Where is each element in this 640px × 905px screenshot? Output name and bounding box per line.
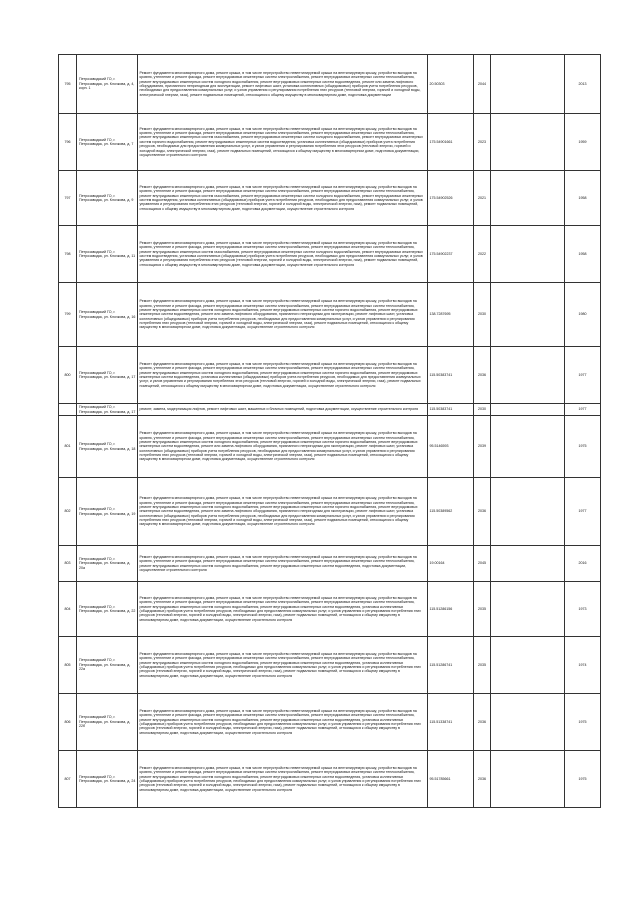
row-number: 797: [59, 171, 77, 226]
empty-cell: [491, 694, 565, 751]
empty-cell: [491, 226, 565, 283]
built-year-cell: 1973: [565, 582, 601, 637]
value-cell: 20.50303: [428, 55, 474, 114]
planned-year-cell: 2044: [474, 55, 491, 114]
works-cell: Ремонт фундамента многоквартирного дома, ремонт крыши, в том числе переустройство невентилируемой крыши на вентилируемую крышу, устройство выходов на кровлю, утепление и ремонт фасада, ремонт внутридомовых инженерных систем электроснабжения, ремонт внутридомовых инженерных систем теплоснабжения, ремонт внутридомовых инженерных систем холодного водоснабжения, ремонт внутридомовых инженерных систем водоотведения, подготовка документации, осуществление строительного контроля: [138, 546, 428, 582]
empty-cell: [491, 416, 565, 478]
planned-year-cell: 2039: [474, 416, 491, 478]
table-row: [59, 226, 601, 283]
planned-year-cell: 2035: [474, 637, 491, 694]
row-number: 804: [59, 582, 77, 637]
empty-cell: [491, 347, 565, 404]
value-cell: 115.50383741: [428, 404, 474, 416]
works-cell: Ремонт фундамента многоквартирного дома, ремонт крыши, в том числе переустройство невентилируемой крыши на вентилируемую крышу, устройство выходов на кровлю, утепление и ремонт фасада, ремонт внутридомовых инженерных систем электроснабжения, ремонт внутридомовых инженерных систем теплоснабжения, ремонт внутридомовых инженерных систем холодного водоснабжения, ремонт внутридомовых инженерных систем водоотведения, установка коллективных (общедомовых) приборов учета потребления ресурсов, необходимых для предоставления коммунальных услуг, и узлов управления и регулирования потребления этих ресурсов (тепловой энергии, горячей и холодной воды, электрической энергии, газа), ремонт подвальных помещений, относящихся к общему имуществу в многоквартирном доме, подготовка документации, осуществление строительного контроля: [138, 582, 428, 637]
row-number: 796: [59, 114, 77, 171]
built-year-cell: 2013: [565, 55, 601, 114]
row-number: 805: [59, 637, 77, 694]
empty-cell: [491, 546, 565, 582]
row-number: 807: [59, 751, 77, 808]
row-number: 806: [59, 694, 77, 751]
value-cell: 115.50383741: [428, 347, 474, 404]
address-cell: Петрозаводский ГО, г. Петрозаводск, ул. Клочкова, д. 20а: [77, 546, 138, 582]
table-row: [59, 694, 601, 751]
table-row: [59, 114, 601, 171]
built-year-cell: 1977: [565, 404, 601, 416]
planned-year-cell: 2036: [474, 347, 491, 404]
row-number: 801: [59, 416, 77, 478]
address-cell: Петрозаводский ГО, г. Петрозаводск, ул. Клочкова, д. 22: [77, 582, 138, 637]
works-cell: Ремонт фундамента многоквартирного дома, ремонт крыши, в том числе переустройство невентилируемой крыши на вентилируемую крышу, устройство выходов на кровлю, утепление и ремонт фасада, ремонт внутридомовых инженерных систем электроснабжения, ремонт внутридомовых инженерных систем теплоснабжения, ремонт внутридомовых инженерных систем холодного водоснабжения, ремонт внутридомовых инженерных систем водоотведения, ремонт или замена лифтового оборудования, признанного непригодным для эксплуатации, ремонт лифтовых шахт, установка коллективных (общедомовых) приборов учета потребления ресурсов, необходимых для предоставления коммунальных услуг, и узлов управления и регулирования потребления этих ресурсов (тепловой энергии, горячей и холодной воды, электрической энергии, газа), ремонт подвальных помещений, относящихся к общему имуществу в многоквартирном доме, подготовка документации: [138, 55, 428, 114]
address-cell: Петрозаводский ГО, г. Петрозаводск, ул. Клочкова, д. 24: [77, 751, 138, 808]
row-number: 795: [59, 55, 77, 114]
table-row: [59, 751, 601, 808]
row-number: 800: [59, 347, 77, 404]
address-cell: Петрозаводский ГО, г. Петрозаводск, ул. Клочкова, д. 11: [77, 226, 138, 283]
planned-year-cell: 2030: [474, 404, 491, 416]
table-row: [59, 283, 601, 347]
address-cell: Петрозаводский ГО, г. Петрозаводск, ул. Клочкова, д. 18: [77, 416, 138, 478]
address-cell: Петрозаводский ГО, г. Петрозаводск, ул. Клочкова, д. 4, корп. 1: [77, 55, 138, 114]
address-cell: Петрозаводский ГО, г. Петрозаводск, ул. Клочкова, д. 17: [77, 404, 138, 416]
built-year-cell: 2016: [565, 546, 601, 582]
planned-year-cell: 2036: [474, 478, 491, 546]
works-cell: Ремонт фундамента многоквартирного дома, ремонт крыши, в том числе переустройство невентилируемой крыши на вентилируемую крышу, устройство выходов на кровлю, утепление и ремонт фасада, ремонт внутридомовых инженерных систем электроснабжения, ремонт внутридомовых инженерных систем теплоснабжения, ремонт внутридомовых инженерных систем газоснабжения, ремонт внутридомовых инженерных систем холодного водоснабжения, ремонт внутридомовых инженерных систем водоотведения, установка коллективных (общедомовых) приборов учета потребления ресурсов, необходимых для предоставления коммунальных услуг, и узлов управления и регулирования потребления этих ресурсов (тепловой энергии, горячей и холодной воды, электрической энергии, газа), ремонт подвальных помещений, относящихся к общему имуществу в многоквартирном доме, подготовка документации, осуществление строительного контроля: [138, 171, 428, 226]
document-page: [58, 54, 600, 808]
value-cell: 95.5146593: [428, 416, 474, 478]
address-cell: Петрозаводский ГО, г. Петрозаводск, ул. Клочкова, д. 19: [77, 478, 138, 546]
built-year-cell: 1959: [565, 114, 601, 171]
built-year-cell: 1977: [565, 347, 601, 404]
planned-year-cell: 2036: [474, 751, 491, 808]
works-cell: Ремонт фундамента многоквартирного дома, ремонт крыши, в том числе переустройство невентилируемой крыши на вентилируемую крышу, устройство выходов на кровлю, утепление и ремонт фасада, ремонт внутридомовых инженерных систем электроснабжения, ремонт внутридомовых инженерных систем теплоснабжения, ремонт внутридомовых инженерных систем холодного водоснабжения, ремонт внутридомовых инженерных систем горячего водоснабжения, ремонт внутридомовых инженерных систем водоотведения, установка коллективных (общедомовых) приборов учета потребления ресурсов, необходимых для предоставления коммунальных услуг, и узлов управления и регулирования потребления этих ресурсов (тепловой энергии, горячей и холодной воды, электрической энергии, газа), ремонт подвальных помещений, относящихся к общему имуществу в многоквартирном доме, подготовка документации, осуществление строительного контроля: [138, 347, 428, 404]
planned-year-cell: 2021: [474, 171, 491, 226]
empty-cell: [491, 114, 565, 171]
table-row: [59, 347, 601, 404]
works-cell: Ремонт фундамента многоквартирного дома, ремонт крыши, в том числе переустройство невентилируемой крыши на вентилируемую крышу, устройство выходов на кровлю, утепление и ремонт фасада, ремонт внутридомовых инженерных систем электроснабжения, ремонт внутридомовых инженерных систем теплоснабжения, ремонт внутридомовых инженерных систем холодного водоснабжения, ремонт внутридомовых инженерных систем горячего водоснабжения, ремонт внутридомовых инженерных систем водоотведения, ремонт или замена лифтового оборудования, признанного непригодным для эксплуатации, ремонт лифтовых шахт, установка коллективных (общедомовых) приборов учета потребления ресурсов, необходимых для предоставления коммунальных услуг, и узлов управления и регулирования потребления этих ресурсов (тепловой энергии, горячей и холодной воды, электрической энергии, газа), ремонт подвальных помещений, относящихся к общему имуществу в многоквартирном доме, подготовка документации, осуществление строительного контроля: [138, 283, 428, 347]
table-row: [59, 416, 601, 478]
value-cell: 115.50389562: [428, 478, 474, 546]
planned-year-cell: 2035: [474, 582, 491, 637]
row-number: 798: [59, 226, 77, 283]
address-cell: Петрозаводский ГО, г. Петрозаводск, ул. Клочкова, д. 17: [77, 347, 138, 404]
value-cell: 175.54902526: [428, 171, 474, 226]
built-year-cell: 1975: [565, 751, 601, 808]
row-number: 799: [59, 283, 77, 347]
table-row: [59, 478, 601, 546]
value-cell: 115.51286156: [428, 582, 474, 637]
empty-cell: [491, 637, 565, 694]
row-number: [59, 404, 77, 416]
works-cell: ремонт, замена, модернизация лифтов, ремонт лифтовых шахт, машинных и блочных помещений, подготовка документации, осуществление строительного контроля: [138, 404, 428, 416]
table-row: [59, 546, 601, 582]
planned-year-cell: 2030: [474, 283, 491, 347]
works-cell: Ремонт фундамента многоквартирного дома, ремонт крыши, в том числе переустройство невентилируемой крыши на вентилируемую крышу, устройство выходов на кровлю, утепление и ремонт фасада, ремонт внутридомовых инженерных систем электроснабжения, ремонт внутридомовых инженерных систем теплоснабжения, ремонт внутридомовых инженерных систем газоснабжения, ремонт внутридомовых инженерных систем холодного водоснабжения, ремонт внутридомовых инженерных систем горячего водоснабжения, ремонт внутридомовых инженерных систем водоотведения, установка коллективных (общедомовых) приборов учета потребления ресурсов, необходимых для предоставления коммунальных услуг, и узлов управления и регулирования потребления этих ресурсов (тепловой энергии, горячей и холодной воды, электрической энергии, газа), ремонт подвальных помещений, относящихся к общему имуществу в многоквартирном доме, подготовка документации, осуществление строительного контроля: [138, 114, 428, 171]
planned-year-cell: 2022: [474, 226, 491, 283]
address-cell: Петрозаводский ГО, г. Петрозаводск, ул. Клочкова, д. 22б: [77, 694, 138, 751]
value-cell: 175.54901661: [428, 114, 474, 171]
empty-cell: [491, 283, 565, 347]
table-row: [59, 171, 601, 226]
table-body: [59, 55, 601, 808]
value-cell: 175.54902237: [428, 226, 474, 283]
planned-year-cell: 2023: [474, 114, 491, 171]
built-year-cell: 1974: [565, 637, 601, 694]
built-year-cell: 1975: [565, 694, 601, 751]
built-year-cell: 1958: [565, 226, 601, 283]
built-year-cell: 1980: [565, 283, 601, 347]
works-cell: Ремонт фундамента многоквартирного дома, ремонт крыши, в том числе переустройство невентилируемой крыши на вентилируемую крышу, устройство выходов на кровлю, утепление и ремонт фасада, ремонт внутридомовых инженерных систем электроснабжения, ремонт внутридомовых инженерных систем теплоснабжения, ремонт внутридомовых инженерных систем газоснабжения, ремонт внутридомовых инженерных систем холодного водоснабжения, ремонт внутридомовых инженерных систем водоотведения, установка коллективных (общедомовых) приборов учета потребления ресурсов, необходимых для предоставления коммунальных услуг, и узлов управления и регулирования потребления этих ресурсов (тепловой энергии, горячей и холодной воды, электрической энергии, газа), ремонт подвальных помещений, относящихся к общему имуществу в многоквартирном доме, подготовка документации, осуществление строительного контроля: [138, 226, 428, 283]
address-cell: Петрозаводский ГО, г. Петрозаводск, ул. Клочкова, д. 7: [77, 114, 138, 171]
value-cell: 115.51286741: [428, 637, 474, 694]
row-number: 803: [59, 546, 77, 582]
empty-cell: [491, 55, 565, 114]
table-row: [59, 637, 601, 694]
repair-program-table: [58, 54, 601, 808]
table-row: [59, 582, 601, 637]
works-cell: Ремонт фундамента многоквартирного дома, ремонт крыши, в том числе переустройство невентилируемой крыши на вентилируемую крышу, устройство выходов на кровлю, утепление и ремонт фасада, ремонт внутридомовых инженерных систем электроснабжения, ремонт внутридомовых инженерных систем теплоснабжения, ремонт внутридомовых инженерных систем холодного водоснабжения, ремонт внутридомовых инженерных систем горячего водоснабжения, ремонт внутридомовых инженерных систем водоотведения, ремонт или замена лифтового оборудования, признанного непригодным для эксплуатации, ремонт лифтовых шахт, установка коллективных (общедомовых) приборов учета потребления ресурсов, необходимых для предоставления коммунальных услуг, и узлов управления и регулирования потребления этих ресурсов (тепловой энергии, горячей и холодной воды, электрической энергии, газа), ремонт подвальных помещений, относящихся к общему имуществу в многоквартирном доме, подготовка документации, осуществление строительного контроля: [138, 416, 428, 478]
value-cell: 95.51785661: [428, 751, 474, 808]
empty-cell: [491, 171, 565, 226]
address-cell: Петрозаводский ГО, г. Петрозаводск, ул. Клочкова, д. 9: [77, 171, 138, 226]
built-year-cell: 1977: [565, 478, 601, 546]
table-row: [59, 55, 601, 114]
value-cell: 19.00164: [428, 546, 474, 582]
works-cell: Ремонт фундамента многоквартирного дома, ремонт крыши, в том числе переустройство невентилируемой крыши на вентилируемую крышу, устройство выходов на кровлю, утепление и ремонт фасада, ремонт внутридомовых инженерных систем электроснабжения, ремонт внутридомовых инженерных систем теплоснабжения, ремонт внутридомовых инженерных систем холодного водоснабжения, ремонт внутридомовых инженерных систем водоотведения, установка коллективных (общедомовых) приборов учета потребления ресурсов, необходимых для предоставления коммунальных услуг, и узлов управления и регулирования потребления этих ресурсов (тепловой энергии, горячей и холодной воды, электрической энергии, газа), ремонт подвальных помещений, относящихся к общему имуществу в многоквартирном доме, подготовка документации, осуществление строительного контроля: [138, 751, 428, 808]
empty-cell: [491, 751, 565, 808]
empty-cell: [491, 582, 565, 637]
built-year-cell: 1958: [565, 171, 601, 226]
empty-cell: [491, 478, 565, 546]
works-cell: Ремонт фундамента многоквартирного дома, ремонт крыши, в том числе переустройство невентилируемой крыши на вентилируемую крышу, устройство выходов на кровлю, утепление и ремонт фасада, ремонт внутридомовых инженерных систем электроснабжения, ремонт внутридомовых инженерных систем теплоснабжения, ремонт внутридомовых инженерных систем холодного водоснабжения, ремонт внутридомовых инженерных систем горячего водоснабжения, ремонт внутридомовых инженерных систем водоотведения, ремонт или замена лифтового оборудования, признанного непригодным для эксплуатации, ремонт лифтовых шахт, установка коллективных (общедомовых) приборов учета потребления ресурсов, необходимых для предоставления коммунальных услуг, и узлов управления и регулирования потребления этих ресурсов (тепловой энергии, горячей и холодной воды, электрической энергии, газа), ремонт подвальных помещений, относящихся к общему имуществу в многоквартирном доме, подготовка документации, осуществление строительного контроля: [138, 478, 428, 546]
table-row: [59, 404, 601, 416]
works-cell: Ремонт фундамента многоквартирного дома, ремонт крыши, в том числе переустройство невентилируемой крыши на вентилируемую крышу, устройство выходов на кровлю, утепление и ремонт фасада, ремонт внутридомовых инженерных систем электроснабжения, ремонт внутридомовых инженерных систем теплоснабжения, ремонт внутридомовых инженерных систем холодного водоснабжения, ремонт внутридомовых инженерных систем водоотведения, установка коллективных (общедомовых) приборов учета потребления ресурсов, необходимых для предоставления коммунальных услуг, и узлов управления и регулирования потребления этих ресурсов (тепловой энергии, горячей и холодной воды, электрической энергии, газа), ремонт подвальных помещений, относящихся к общему имуществу в многоквартирном доме, подготовка документации, осуществление строительного контроля: [138, 694, 428, 751]
planned-year-cell: 2045: [474, 546, 491, 582]
works-cell: Ремонт фундамента многоквартирного дома, ремонт крыши, в том числе переустройство невентилируемой крыши на вентилируемую крышу, устройство выходов на кровлю, утепление и ремонт фасада, ремонт внутридомовых инженерных систем электроснабжения, ремонт внутридомовых инженерных систем теплоснабжения, ремонт внутридомовых инженерных систем холодного водоснабжения, ремонт внутридомовых инженерных систем водоотведения, установка коллективных (общедомовых) приборов учета потребления ресурсов, необходимых для предоставления коммунальных услуг, и узлов управления и регулирования потребления этих ресурсов (тепловой энергии, горячей и холодной воды, электрической энергии, газа), ремонт подвальных помещений, относящихся к общему имуществу в многоквартирном доме, подготовка документации, осуществление строительного контроля: [138, 637, 428, 694]
value-cell: 138.7287695: [428, 283, 474, 347]
value-cell: 115.51338741: [428, 694, 474, 751]
built-year-cell: 1975: [565, 416, 601, 478]
address-cell: Петрозаводский ГО, г. Петрозаводск, ул. Клочкова, д. 22а: [77, 637, 138, 694]
row-number: 802: [59, 478, 77, 546]
planned-year-cell: 2036: [474, 694, 491, 751]
empty-cell: [491, 404, 565, 416]
address-cell: Петрозаводский ГО, г. Петрозаводск, ул. Клочкова, д. 16: [77, 283, 138, 347]
